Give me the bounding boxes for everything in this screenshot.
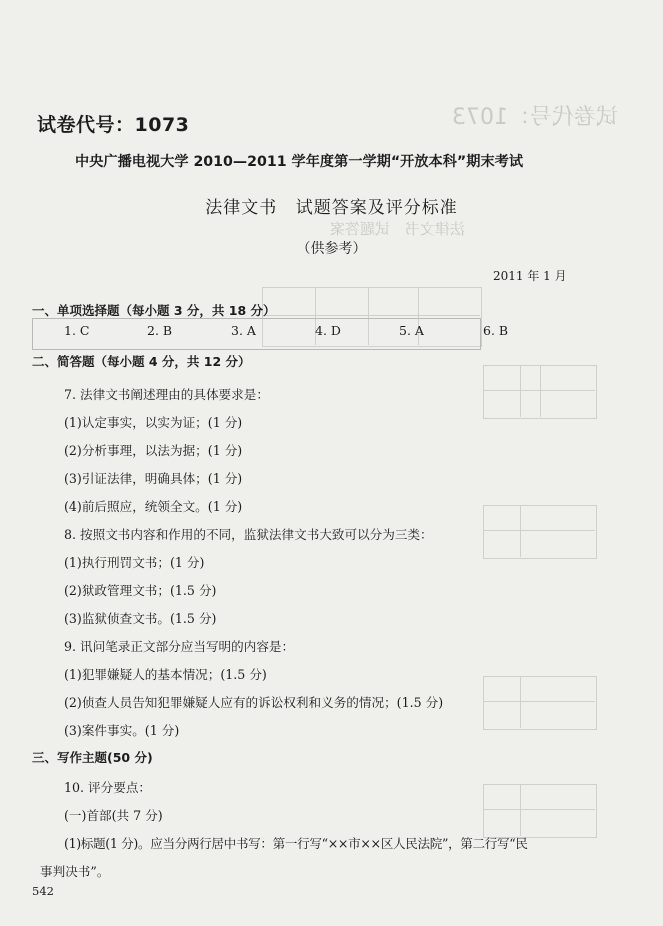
sub-heading: (一)首部(共 7 分) [64,808,163,823]
answer-line: (1)犯罪嫌疑人的基本情况；(1.5 分) [64,667,267,682]
answer-5: 5. A [399,323,424,338]
section-3-heading: 三、写作主题(50 分) [32,750,153,765]
question-10: 10. 评分要点： [64,780,152,795]
exam-title: 中央广播电视大学 2010—2011 学年度第一学期“开放本科”期末考试 [75,154,524,170]
question-8: 8. 按照文书内容和作用的不同，监狱法律文书大致可以分为三类： [64,527,433,542]
question-7: 7. 法律文书阐述理由的具体要求是： [64,387,269,402]
answer-line: (1)认定事实，以实为证；(1 分) [64,415,243,430]
question-9: 9. 讯问笔录正文部分应当写明的内容是： [64,639,295,654]
exam-code: 试卷代号：1073 [37,114,190,136]
answer-3: 3. A [231,323,256,338]
subject-name: 法律文书 [205,198,278,218]
answer-line: (1)标题(1 分)。应当分两行居中书写：第一行写“××市××区人民法院”，第二行写“民 [64,836,528,851]
answer-2: 2. B [147,323,173,338]
section-1-heading: 一、单项选择题（每小题 3 分，共 18 分） [32,303,276,318]
answer-line: (3)监狱侦查文书。(1.5 分) [64,611,217,626]
answer-line: (3)案件事实。(1 分) [64,723,180,738]
answer-6: 6. B [483,323,509,338]
page-number: 542 [32,884,54,898]
answer-line: (4)前后照应，统领全文。(1 分) [64,499,243,514]
answer-4: 4. D [315,323,341,338]
document-type: 试题答案及评分标准 [295,198,458,218]
answer-line: (2)分析事理，以法为据；(1 分) [64,443,243,458]
answer-line: (1)执行刑罚文书；(1 分) [64,555,205,570]
answer-1: 1. C [64,323,90,338]
reference-note: （供参考） [296,241,367,257]
answer-line: 事判决书”。 [40,864,110,879]
document-title [0,193,663,218]
ghost-grader-box-2 [483,505,597,559]
exam-date: 2011 年 1 月 [493,269,567,283]
answer-line: (3)引证法律，明确具体；(1 分) [64,471,243,486]
answer-line: (2)狱政管理文书；(1.5 分) [64,583,217,598]
section-2-heading: 二、简答题（每小题 4 分，共 12 分） [32,354,251,369]
ghost-code: 试卷代号：1073 [452,105,618,130]
ghost-grader-box-4 [483,784,597,838]
ghost-title: 法律文书 试题答案 [330,220,466,238]
answer-line: (2)侦查人员告知犯罪嫌疑人应有的诉讼权利和义务的情况；(1.5 分) [64,695,444,710]
ghost-grader-box-3 [483,676,597,730]
